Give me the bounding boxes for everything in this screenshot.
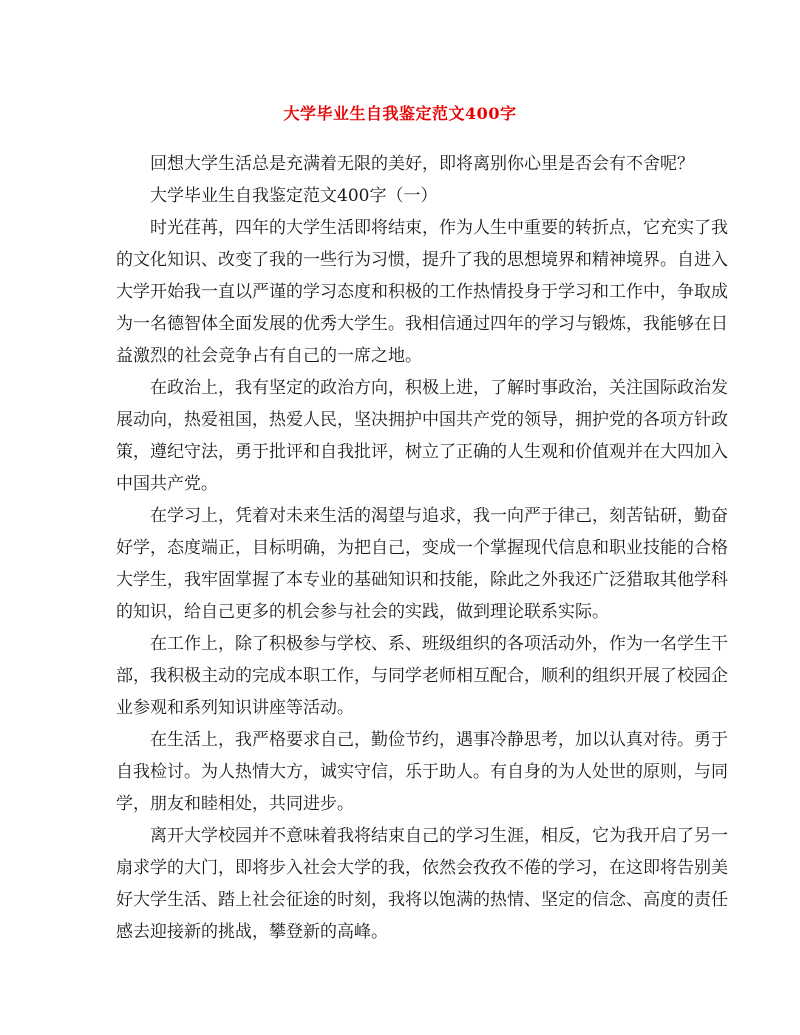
document-body <box>116 148 728 948</box>
paragraph-6-line-4: 感去迎接新的挑战，攀登新的高峰。 <box>116 922 388 942</box>
paragraph-1-line-2: 的文化知识、改变了我的一些行为习惯，提升了我的思想境界和精神境界。自进入 <box>116 250 728 270</box>
paragraph-3-line-4: 的知识，给自己更多的机会参与社会的实践，做到理论联系实际。 <box>116 602 609 622</box>
paragraph-4-line-1: 在工作上，除了积极参与学校、系、班级组织的各项活动外，作为一名学生干 <box>150 634 728 654</box>
paragraph-5-line-3: 学，朋友和睦相处，共同进步。 <box>116 794 354 814</box>
paragraph-2-line-2: 展动向，热爱祖国，热爱人民，坚决拥护中国共产党的领导，拥护党的各项方针政 <box>116 410 728 430</box>
section-subtitle: 大学毕业生自我鉴定范文400字（一） <box>150 186 438 206</box>
paragraph-6-line-2: 扇求学的大门，即将步入社会大学的我，依然会孜孜不倦的学习，在这即将告别美 <box>116 858 728 878</box>
paragraph-1-line-3: 大学开始我一直以严谨的学习态度和积极的工作热情投身于学习和工作中，争取成 <box>116 282 728 302</box>
paragraph-6-line-1: 离开大学校园并不意味着我将结束自己的学习生涯，相反，它为我开启了另一 <box>150 826 728 846</box>
paragraph-4-line-3: 业参观和系列知识讲座等活动。 <box>116 698 354 718</box>
paragraph-2-line-1: 在政治上，我有坚定的政治方向，积极上进，了解时事政治，关注国际政治发 <box>150 378 728 398</box>
paragraph-1-line-4: 为一名德智体全面发展的优秀大学生。我相信通过四年的学习与锻炼，我能够在日 <box>116 314 728 334</box>
paragraph-3-line-3: 大学生，我牢固掌握了本专业的基础知识和技能，除此之外我还广泛猎取其他学科 <box>116 570 728 590</box>
document-title: 大学毕业生自我鉴定范文400字 <box>283 104 517 123</box>
paragraph-3-line-2: 好学，态度端正，目标明确，为把自己，变成一个掌握现代信息和职业技能的合格 <box>116 538 728 558</box>
paragraph-5-line-1: 在生活上，我严格要求自己，勤俭节约，遇事冷静思考，加以认真对待。勇于 <box>150 730 728 750</box>
intro-line: 回想大学生活总是充满着无限的美好，即将离别你心里是否会有不舍呢？ <box>150 154 694 174</box>
paragraph-3-line-1: 在学习上，凭着对未来生活的渴望与追求，我一向严于律己，刻苦钻研，勤奋 <box>150 506 728 526</box>
paragraph-1-line-1: 时光荏苒，四年的大学生活即将结束，作为人生中重要的转折点，它充实了我 <box>150 218 728 238</box>
paragraph-4-line-2: 部，我积极主动的完成本职工作，与同学老师相互配合，顺利的组织开展了校园企 <box>116 666 728 686</box>
paragraph-1-line-5: 益激烈的社会竞争占有自己的一席之地。 <box>116 346 422 366</box>
paragraph-2-line-3: 策，遵纪守法，勇于批评和自我批评，树立了正确的人生观和价值观并在大四加入 <box>116 442 728 462</box>
paragraph-6-line-3: 好大学生活、踏上社会征途的时刻，我将以饱满的热情、坚定的信念、高度的责任 <box>116 890 728 910</box>
paragraph-2-line-4: 中国共产党。 <box>116 474 218 494</box>
paragraph-5-line-2: 自我检讨。为人热情大方，诚实守信，乐于助人。有自身的为人处世的原则，与同 <box>116 762 728 782</box>
